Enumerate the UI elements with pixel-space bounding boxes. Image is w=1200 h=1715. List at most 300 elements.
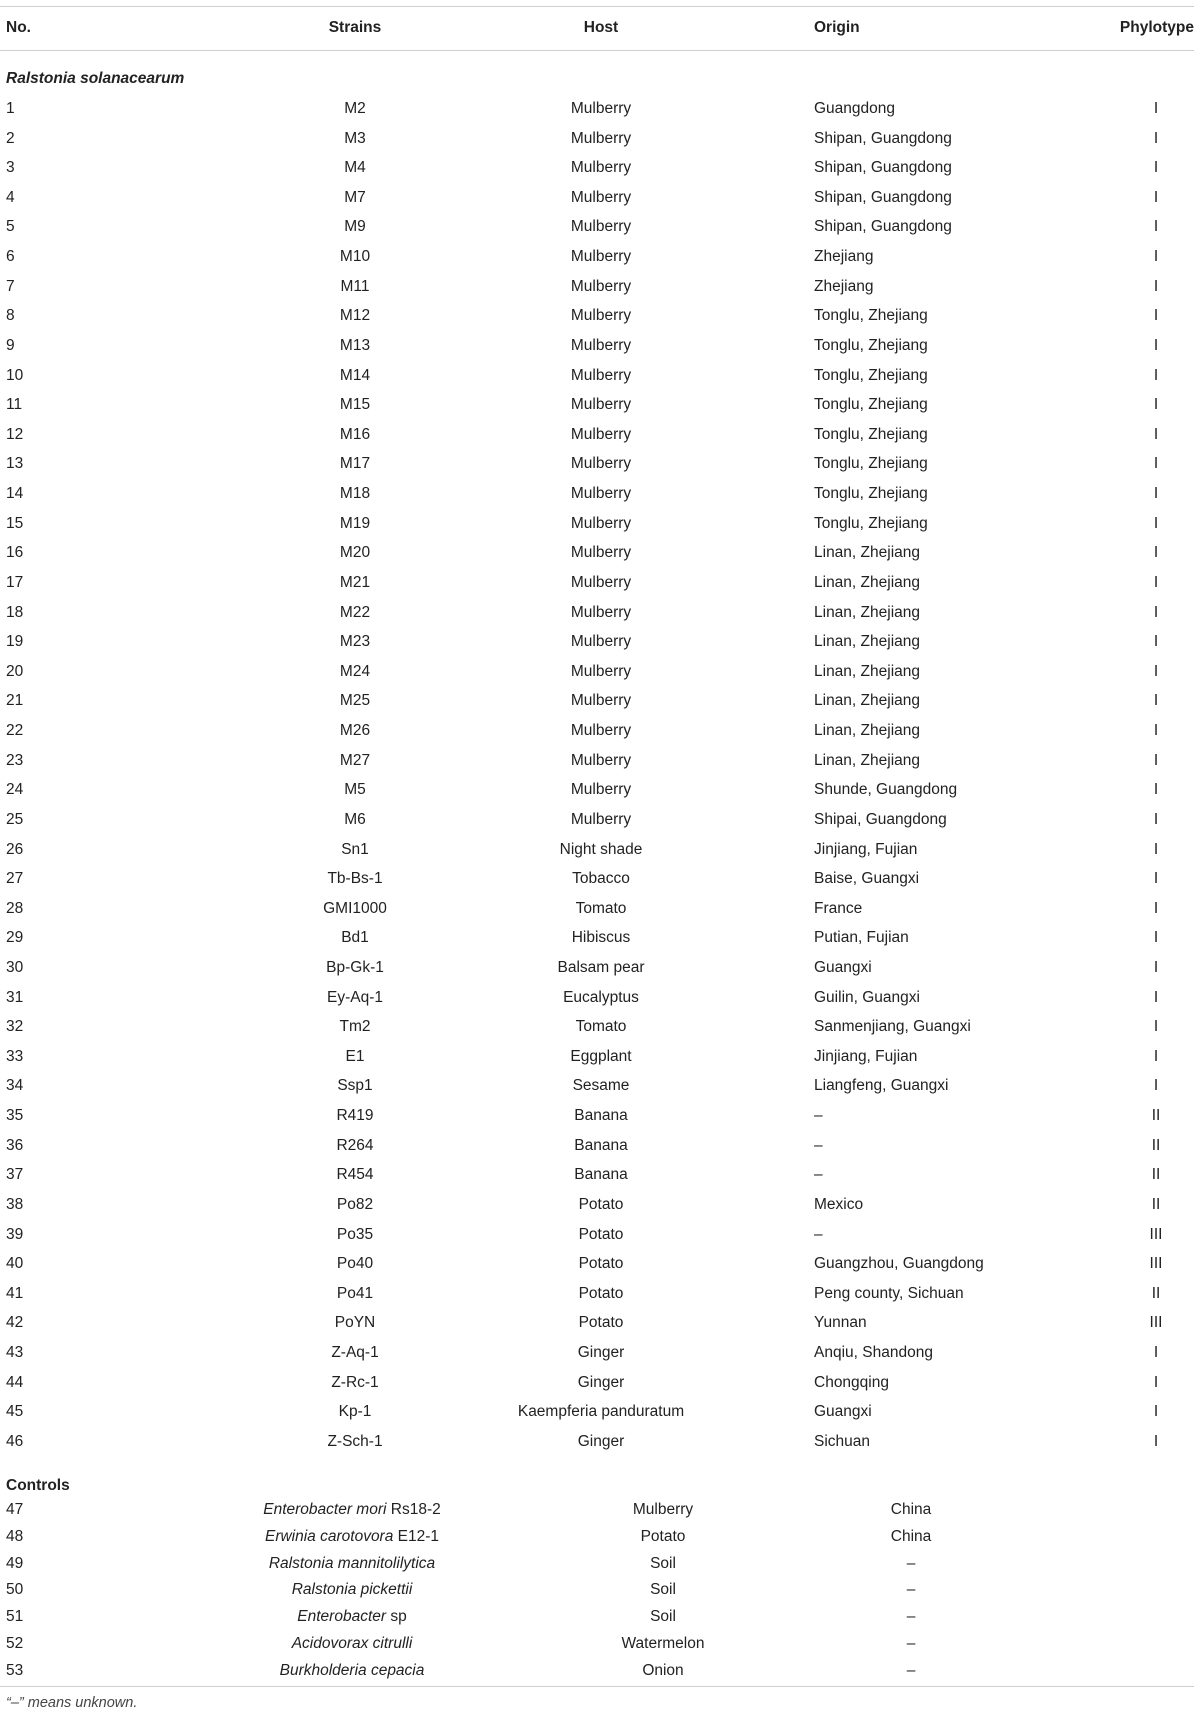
- table-row: [0, 1074, 1200, 1098]
- cell-origin: –: [906, 1608, 916, 1626]
- cell-origin: Shunde, Guangdong: [814, 781, 958, 799]
- cell-no: 21: [6, 692, 24, 710]
- cell-phylotype: I: [1153, 573, 1159, 591]
- cell-strain: Po82: [336, 1195, 374, 1213]
- cell-phylotype: I: [1153, 692, 1159, 710]
- cell-origin: Linan, Zhejiang: [814, 573, 920, 591]
- cell-phylotype: I: [1153, 810, 1159, 828]
- strain-species: Enterobacter mori: [263, 1501, 387, 1518]
- section-ralstonia-solanacearum: Ralstonia solanacearum: [6, 70, 185, 87]
- strain-designation: sp: [386, 1608, 407, 1626]
- table-row: [0, 660, 1200, 684]
- table-row: [0, 1430, 1200, 1454]
- cell-strain: [292, 1632, 413, 1656]
- table-row: [0, 1400, 1200, 1424]
- cell-no: 16: [6, 544, 24, 562]
- table-row: [0, 926, 1200, 950]
- cell-origin: Tonglu, Zhejiang: [814, 485, 928, 503]
- cell-strain: Ssp1: [337, 1077, 373, 1095]
- cell-host: Soil: [650, 1554, 676, 1572]
- cell-strain: M15: [339, 396, 371, 414]
- cell-no: 15: [6, 514, 24, 532]
- cell-host: Mulberry: [570, 425, 632, 443]
- table-row: [0, 1632, 1200, 1656]
- cell-no: 26: [6, 840, 24, 858]
- cell-origin: Liangfeng, Guangxi: [814, 1077, 949, 1095]
- cell-host: Tomato: [575, 899, 627, 917]
- cell-no: 23: [6, 751, 24, 769]
- cell-phylotype: III: [1149, 1314, 1163, 1332]
- cell-origin: –: [814, 1107, 823, 1125]
- cell-host: Mulberry: [570, 692, 632, 710]
- cell-phylotype: I: [1153, 100, 1159, 117]
- cell-host: Tobacco: [572, 870, 630, 888]
- cell-host: Mulberry: [570, 455, 632, 473]
- table-row: [0, 541, 1200, 565]
- cell-phylotype: I: [1153, 218, 1159, 236]
- cell-no: 41: [6, 1284, 24, 1302]
- cell-strain: PoYN: [334, 1314, 376, 1332]
- cell-no: 14: [6, 485, 24, 503]
- cell-strain: Bp-Gk-1: [326, 958, 384, 976]
- cell-strain: Tb-Bs-1: [327, 870, 383, 888]
- cell-origin: Linan, Zhejiang: [814, 751, 920, 769]
- table-row: [0, 245, 1200, 269]
- cell-strain: M14: [339, 366, 371, 384]
- table-row: [0, 186, 1200, 210]
- cell-strain: Po35: [336, 1225, 374, 1243]
- cell-strain: [265, 1525, 439, 1549]
- cell-strain: M24: [339, 662, 371, 680]
- table-row: [0, 1282, 1200, 1306]
- cell-origin: –: [906, 1635, 916, 1652]
- cell-origin: Shipan, Guangdong: [814, 129, 952, 147]
- cell-no: 28: [6, 899, 24, 917]
- cell-strain: [263, 1498, 440, 1522]
- cell-host: Sesame: [572, 1077, 630, 1095]
- cell-no: 1: [6, 100, 15, 117]
- cell-host: Mulberry: [570, 514, 632, 532]
- cell-origin: Linan, Zhejiang: [814, 692, 920, 710]
- cell-no: 46: [6, 1432, 24, 1450]
- cell-strain: Z-Sch-1: [327, 1432, 383, 1450]
- cell-phylotype: I: [1153, 366, 1159, 384]
- cell-phylotype: I: [1153, 455, 1159, 473]
- cell-origin: Tonglu, Zhejiang: [814, 396, 928, 414]
- cell-origin: Tonglu, Zhejiang: [814, 514, 928, 532]
- cell-no: 43: [6, 1344, 24, 1362]
- table-row: [0, 1341, 1200, 1365]
- cell-phylotype: I: [1153, 307, 1159, 325]
- cell-strain: M17: [339, 455, 371, 473]
- cell-host: Balsam pear: [557, 958, 645, 976]
- cell-phylotype: I: [1153, 899, 1159, 917]
- cell-strain: M4: [344, 159, 366, 177]
- cell-phylotype: II: [1151, 1136, 1161, 1154]
- cell-host: Kaempferia panduratum: [517, 1403, 685, 1421]
- cell-strain: [269, 1552, 435, 1576]
- cell-host: Hibiscus: [571, 929, 631, 947]
- cell-phylotype: I: [1153, 929, 1159, 947]
- cell-origin: Zhejiang: [814, 277, 874, 295]
- cell-strain: M3: [344, 129, 366, 147]
- cell-origin: Shipan, Guangdong: [814, 159, 952, 177]
- cell-no: 34: [6, 1077, 24, 1095]
- cell-host: Soil: [650, 1581, 676, 1599]
- cell-phylotype: I: [1153, 1047, 1159, 1065]
- cell-strain: M9: [344, 218, 366, 236]
- cell-phylotype: I: [1153, 1018, 1159, 1036]
- cell-host: Mulberry: [570, 218, 632, 236]
- table-row: [0, 393, 1200, 417]
- cell-origin: Linan, Zhejiang: [814, 722, 920, 740]
- table-row: [0, 689, 1200, 713]
- table-row: [0, 1045, 1200, 1069]
- cell-origin: –: [814, 1136, 823, 1154]
- cell-host: Watermelon: [621, 1635, 705, 1652]
- cell-origin: Shipan, Guangdong: [814, 188, 952, 206]
- cell-host: Potato: [578, 1284, 624, 1302]
- cell-no: 5: [6, 218, 15, 236]
- cell-no: 35: [6, 1107, 24, 1125]
- cell-host: Mulberry: [570, 366, 632, 384]
- cell-host: Eucalyptus: [563, 988, 639, 1006]
- cell-strain: Po41: [336, 1284, 374, 1302]
- cell-strain: M26: [339, 722, 371, 740]
- cell-host: Mulberry: [570, 159, 632, 177]
- cell-strain: M12: [339, 307, 371, 325]
- cell-phylotype: I: [1153, 1403, 1159, 1421]
- table-row: [0, 364, 1200, 388]
- table-row: [0, 571, 1200, 595]
- cell-phylotype: I: [1153, 129, 1159, 147]
- table-row: [0, 778, 1200, 802]
- table-row: [0, 304, 1200, 328]
- cell-origin: Jinjiang, Fujian: [814, 840, 918, 858]
- cell-origin: –: [814, 1166, 823, 1184]
- cell-strain: M10: [339, 248, 371, 266]
- cell-origin: Sanmenjiang, Guangxi: [814, 1018, 971, 1036]
- cell-no: 53: [6, 1661, 24, 1679]
- cell-host: Ginger: [577, 1432, 625, 1450]
- table-row: [0, 1193, 1200, 1217]
- cell-host: Mulberry: [570, 751, 632, 769]
- header-phylotype: Phylotype: [1119, 19, 1194, 36]
- cell-origin: Guangzhou, Guangdong: [814, 1255, 984, 1273]
- table-row: [0, 601, 1200, 625]
- cell-strain: M13: [339, 336, 371, 354]
- cell-strain: Z-Aq-1: [331, 1344, 379, 1362]
- cell-strain: Kp-1: [338, 1403, 372, 1421]
- cell-origin: Chongqing: [814, 1373, 889, 1391]
- cell-no: 52: [6, 1635, 24, 1652]
- cell-host: Banana: [574, 1136, 628, 1154]
- cell-no: 6: [6, 248, 15, 266]
- cell-strain: E1: [345, 1047, 365, 1065]
- cell-origin: –: [906, 1661, 916, 1679]
- cell-no: 12: [6, 425, 24, 443]
- cell-host: Mulberry: [570, 277, 632, 295]
- table-row: [0, 1223, 1200, 1247]
- cell-host: Banana: [574, 1166, 628, 1184]
- cell-no: 37: [6, 1166, 24, 1184]
- table-row: [0, 1015, 1200, 1039]
- cell-phylotype: I: [1153, 633, 1159, 651]
- strain-species: Erwinia carotovora: [264, 1527, 394, 1545]
- cell-host: Potato: [578, 1195, 624, 1213]
- table-row: [0, 215, 1200, 239]
- table-row: [0, 1659, 1200, 1683]
- header-no: No.: [6, 19, 31, 36]
- cell-host: Mulberry: [570, 396, 632, 414]
- cell-origin: Tonglu, Zhejiang: [814, 455, 928, 473]
- cell-origin: Sichuan: [814, 1432, 871, 1450]
- strain-species: Acidovorax citrulli: [291, 1635, 413, 1652]
- cell-origin: Tonglu, Zhejiang: [814, 425, 928, 443]
- cell-no: 9: [6, 336, 15, 354]
- cell-host: Mulberry: [570, 810, 632, 828]
- cell-phylotype: II: [1151, 1166, 1161, 1184]
- cell-phylotype: II: [1151, 1107, 1161, 1125]
- cell-phylotype: I: [1153, 603, 1159, 621]
- cell-phylotype: I: [1153, 751, 1159, 769]
- cell-no: 22: [6, 722, 24, 740]
- strain-species: Burkholderia cepacia: [279, 1661, 425, 1679]
- cell-no: 4: [6, 188, 15, 206]
- cell-phylotype: III: [1149, 1255, 1163, 1273]
- cell-strain: Bd1: [341, 929, 369, 947]
- strain-designation: Rs18-2: [386, 1501, 441, 1518]
- cell-no: 11: [6, 396, 23, 414]
- strain-species: Ralstonia mannitolilytica: [268, 1554, 436, 1572]
- cell-strain: M27: [339, 751, 371, 769]
- cell-origin: Linan, Zhejiang: [814, 633, 920, 651]
- cell-no: 44: [6, 1373, 24, 1391]
- table-row: [0, 452, 1200, 476]
- cell-phylotype: I: [1153, 188, 1159, 206]
- table-row: [0, 838, 1200, 862]
- footnote: “–” means unknown.: [6, 1695, 138, 1711]
- cell-phylotype: I: [1153, 988, 1159, 1006]
- cell-strain: M2: [344, 100, 366, 117]
- cell-no: 24: [6, 781, 24, 799]
- cell-no: 32: [6, 1018, 24, 1036]
- cell-strain: Z-Rc-1: [331, 1373, 379, 1391]
- cell-host: Ginger: [577, 1344, 625, 1362]
- cell-origin: Tonglu, Zhejiang: [814, 307, 928, 325]
- cell-phylotype: I: [1153, 1077, 1159, 1095]
- top-rule: [0, 6, 1194, 7]
- table-row: [0, 986, 1200, 1010]
- table-row: [0, 1525, 1200, 1549]
- cell-strain: M25: [339, 692, 371, 710]
- cell-no: 50: [6, 1581, 24, 1599]
- cell-no: 30: [6, 958, 24, 976]
- cell-phylotype: II: [1151, 1195, 1161, 1213]
- cell-no: 8: [6, 307, 15, 325]
- cell-host: Potato: [578, 1314, 624, 1332]
- cell-strain: M22: [339, 603, 371, 621]
- cell-host: Ginger: [577, 1373, 625, 1391]
- table-row: [0, 956, 1200, 980]
- cell-no: 10: [6, 366, 24, 384]
- cell-strain: M19: [339, 514, 371, 532]
- cell-phylotype: I: [1153, 840, 1159, 858]
- table-row: [0, 275, 1200, 299]
- cell-phylotype: I: [1153, 870, 1159, 888]
- cell-host: Mulberry: [570, 662, 632, 680]
- table-row: [0, 1104, 1200, 1128]
- cell-origin: –: [906, 1554, 916, 1572]
- cell-host: Potato: [640, 1527, 686, 1545]
- cell-host: Mulberry: [570, 603, 632, 621]
- table-row: [0, 719, 1200, 743]
- cell-strain: R264: [336, 1136, 374, 1154]
- cell-no: 33: [6, 1047, 24, 1065]
- cell-phylotype: I: [1153, 336, 1159, 354]
- cell-strain: R419: [336, 1107, 374, 1125]
- cell-host: Mulberry: [570, 129, 632, 147]
- cell-strain: M21: [339, 573, 371, 591]
- cell-no: 13: [6, 455, 24, 473]
- table-row: [0, 749, 1200, 773]
- strain-designation: E12-1: [393, 1527, 440, 1545]
- cell-no: 7: [6, 277, 15, 295]
- cell-origin: Zhejiang: [814, 248, 874, 266]
- cell-phylotype: I: [1153, 425, 1159, 443]
- cell-no: 51: [6, 1608, 24, 1626]
- cell-origin: Tonglu, Zhejiang: [814, 336, 928, 354]
- table-row: [0, 334, 1200, 358]
- table-row: [0, 482, 1200, 506]
- cell-phylotype: I: [1153, 248, 1159, 266]
- cell-phylotype: I: [1153, 1344, 1159, 1362]
- table-row: [0, 1252, 1200, 1276]
- cell-strain: [292, 1578, 413, 1602]
- cell-origin: –: [906, 1581, 916, 1599]
- cell-no: 36: [6, 1136, 24, 1154]
- cell-origin: Baise, Guangxi: [814, 870, 920, 888]
- cell-strain: Po40: [336, 1255, 374, 1273]
- cell-phylotype: I: [1153, 1373, 1159, 1391]
- table-row: [0, 127, 1200, 151]
- cell-origin: Shipan, Guangdong: [814, 218, 952, 236]
- table-row: [0, 512, 1200, 536]
- cell-phylotype: I: [1153, 1432, 1159, 1450]
- cell-no: 31: [6, 988, 24, 1006]
- cell-host: Mulberry: [570, 485, 632, 503]
- table-row: [0, 1552, 1200, 1576]
- cell-host: Mulberry: [570, 544, 632, 562]
- table-row: [0, 1163, 1200, 1187]
- cell-origin: Linan, Zhejiang: [814, 544, 920, 562]
- cell-phylotype: I: [1153, 958, 1159, 976]
- header-strains: Strains: [328, 19, 382, 36]
- section-controls: Controls: [6, 1477, 70, 1494]
- cell-phylotype: I: [1153, 277, 1159, 295]
- cell-origin: Guangdong: [814, 100, 896, 117]
- cell-strain: R454: [336, 1166, 374, 1184]
- cell-no: 49: [6, 1554, 24, 1572]
- cell-strain: Tm2: [339, 1018, 371, 1036]
- cell-strain: GMI1000: [323, 899, 387, 917]
- cell-strain: M23: [339, 633, 371, 651]
- cell-strain: [297, 1605, 406, 1629]
- cell-no: 40: [6, 1255, 24, 1273]
- cell-phylotype: III: [1149, 1225, 1163, 1243]
- table-header: [0, 16, 1200, 40]
- cell-origin: Tonglu, Zhejiang: [814, 366, 928, 384]
- table-row: [0, 1498, 1200, 1522]
- table-row: [0, 1311, 1200, 1335]
- cell-origin: China: [890, 1501, 932, 1518]
- table-row: [0, 1134, 1200, 1158]
- header-host: Host: [583, 19, 619, 36]
- cell-host: Mulberry: [570, 188, 632, 206]
- cell-no: 20: [6, 662, 24, 680]
- cell-phylotype: I: [1153, 485, 1159, 503]
- cell-phylotype: I: [1153, 662, 1159, 680]
- cell-host: Banana: [574, 1107, 628, 1125]
- cell-no: 3: [6, 159, 15, 177]
- cell-strain: Ey-Aq-1: [327, 988, 383, 1006]
- cell-phylotype: II: [1151, 1284, 1161, 1302]
- cell-strain: M6: [344, 810, 366, 828]
- cell-origin: France: [814, 899, 863, 917]
- table-row: [0, 423, 1200, 447]
- cell-no: 38: [6, 1195, 24, 1213]
- cell-host: Mulberry: [570, 781, 632, 799]
- cell-phylotype: I: [1153, 396, 1159, 414]
- cell-no: 42: [6, 1314, 24, 1332]
- bottom-rule: [0, 1686, 1194, 1687]
- table-row: [0, 630, 1200, 654]
- table-row: [0, 156, 1200, 180]
- cell-host: Mulberry: [570, 722, 632, 740]
- cell-origin: Guangxi: [814, 958, 872, 976]
- table-row: [0, 808, 1200, 832]
- cell-host: Onion: [642, 1661, 684, 1679]
- cell-no: 18: [6, 603, 24, 621]
- cell-phylotype: I: [1153, 514, 1159, 532]
- cell-origin: Jinjiang, Fujian: [814, 1047, 918, 1065]
- cell-phylotype: I: [1153, 781, 1159, 799]
- cell-origin: Putian, Fujian: [814, 929, 909, 947]
- cell-host: Tomato: [575, 1018, 627, 1036]
- header-origin: Origin: [814, 19, 860, 36]
- cell-no: 45: [6, 1403, 24, 1421]
- cell-host: Mulberry: [570, 573, 632, 591]
- cell-origin: Guangxi: [814, 1403, 872, 1421]
- cell-no: 47: [6, 1501, 24, 1518]
- cell-host: Mulberry: [570, 100, 632, 117]
- cell-strain: M16: [339, 425, 371, 443]
- cell-host: Mulberry: [570, 307, 632, 325]
- cell-strain: M20: [339, 544, 371, 562]
- cell-phylotype: I: [1153, 159, 1159, 177]
- cell-origin: Linan, Zhejiang: [814, 662, 920, 680]
- cell-strain: [280, 1659, 425, 1683]
- strain-species: Ralstonia pickettii: [291, 1581, 413, 1599]
- cell-no: 25: [6, 810, 24, 828]
- cell-phylotype: I: [1153, 544, 1159, 562]
- cell-host: Mulberry: [570, 336, 632, 354]
- cell-host: Potato: [578, 1225, 624, 1243]
- cell-origin: Guilin, Guangxi: [814, 988, 920, 1006]
- cell-no: 48: [6, 1527, 24, 1545]
- cell-origin: Peng county, Sichuan: [814, 1284, 964, 1302]
- cell-origin: China: [890, 1527, 932, 1545]
